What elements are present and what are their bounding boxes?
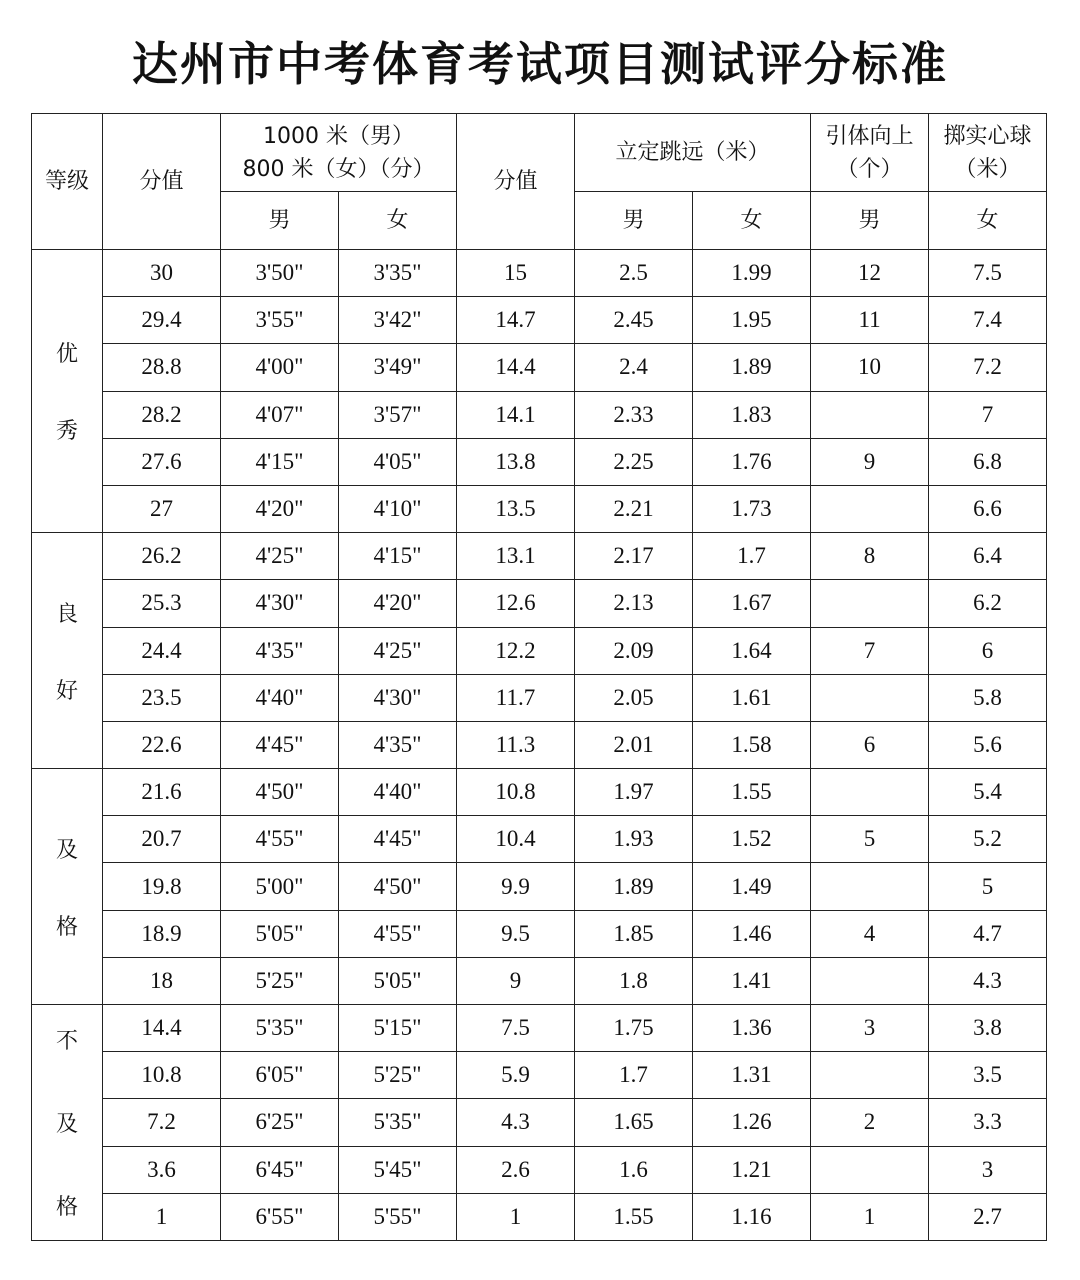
subheader-jump-female: 女 xyxy=(693,192,811,250)
grade-char: 秀 xyxy=(55,419,78,445)
cell-run-male: 4'40" xyxy=(221,674,339,721)
cell-score: 21.6 xyxy=(103,769,221,816)
cell-jump-male: 1.93 xyxy=(575,816,693,863)
cell-pullup-male: 12 xyxy=(811,250,929,297)
cell-score-2: 2.6 xyxy=(457,1146,575,1193)
cell-ball-female: 7 xyxy=(929,391,1047,438)
header-pullup-line2: （个） xyxy=(836,156,903,182)
cell-run-male: 6'55" xyxy=(221,1193,339,1240)
cell-run-female: 3'49" xyxy=(339,344,457,391)
cell-score-2: 13.5 xyxy=(457,485,575,532)
cell-score-2: 9.5 xyxy=(457,910,575,957)
grade-char: 格 xyxy=(55,914,78,940)
cell-run-female: 5'25" xyxy=(339,1052,457,1099)
table-row xyxy=(32,1099,1047,1146)
grade-label xyxy=(56,597,78,705)
cell-score-2: 4.3 xyxy=(457,1099,575,1146)
cell-ball-female: 5.6 xyxy=(929,721,1047,768)
cell-pullup-male: 7 xyxy=(811,627,929,674)
cell-pullup-male xyxy=(811,1146,929,1193)
table-row xyxy=(32,391,1047,438)
cell-pullup-male xyxy=(811,485,929,532)
cell-pullup-male: 4 xyxy=(811,910,929,957)
cell-jump-male: 1.75 xyxy=(575,1005,693,1052)
table-row xyxy=(32,674,1047,721)
cell-jump-female: 1.52 xyxy=(693,816,811,863)
cell-ball-female: 5.8 xyxy=(929,674,1047,721)
cell-run-male: 4'35" xyxy=(221,627,339,674)
grade-char: 及 xyxy=(55,1111,78,1137)
cell-ball-female: 6.4 xyxy=(929,533,1047,580)
cell-score: 28.8 xyxy=(103,344,221,391)
cell-ball-female: 4.7 xyxy=(929,910,1047,957)
cell-run-female: 5'45" xyxy=(339,1146,457,1193)
cell-ball-female: 3 xyxy=(929,1146,1047,1193)
cell-score-2: 12.2 xyxy=(457,627,575,674)
table-row xyxy=(32,344,1047,391)
cell-run-male: 6'25" xyxy=(221,1099,339,1146)
grade-cell xyxy=(32,533,103,769)
table-row xyxy=(32,250,1047,297)
cell-run-female: 4'50" xyxy=(339,863,457,910)
cell-score: 10.8 xyxy=(103,1052,221,1099)
cell-jump-male: 2.09 xyxy=(575,627,693,674)
cell-jump-female: 1.49 xyxy=(693,863,811,910)
cell-score: 30 xyxy=(103,250,221,297)
cell-score: 18 xyxy=(103,957,221,1004)
cell-ball-female: 6.6 xyxy=(929,485,1047,532)
grade-char: 良 xyxy=(55,601,78,627)
cell-run-female: 4'05" xyxy=(339,438,457,485)
subheader-pullup-male: 男 xyxy=(811,192,929,250)
header-grade: 等级 xyxy=(32,114,103,250)
cell-run-female: 3'42" xyxy=(339,297,457,344)
cell-run-male: 4'55" xyxy=(221,816,339,863)
cell-score: 28.2 xyxy=(103,391,221,438)
cell-ball-female: 7.5 xyxy=(929,250,1047,297)
table-row xyxy=(32,1193,1047,1240)
cell-pullup-male: 9 xyxy=(811,438,929,485)
scoring-table xyxy=(31,113,1047,1241)
cell-run-male: 4'45" xyxy=(221,721,339,768)
header-score: 分值 xyxy=(103,114,221,250)
cell-ball-female: 2.7 xyxy=(929,1193,1047,1240)
cell-ball-female: 5.2 xyxy=(929,816,1047,863)
table-row xyxy=(32,533,1047,580)
cell-score: 3.6 xyxy=(103,1146,221,1193)
cell-run-male: 5'00" xyxy=(221,863,339,910)
cell-jump-female: 1.36 xyxy=(693,1005,811,1052)
cell-jump-male: 1.97 xyxy=(575,769,693,816)
cell-jump-male: 2.25 xyxy=(575,438,693,485)
cell-pullup-male xyxy=(811,769,929,816)
cell-run-male: 4'00" xyxy=(221,344,339,391)
cell-jump-female: 1.26 xyxy=(693,1099,811,1146)
cell-pullup-male: 5 xyxy=(811,816,929,863)
cell-run-male: 5'35" xyxy=(221,1005,339,1052)
cell-score: 25.3 xyxy=(103,580,221,627)
grade-char: 格 xyxy=(55,1194,78,1220)
header-run-line1: 1000 米（男） xyxy=(263,123,414,149)
cell-score-2: 7.5 xyxy=(457,1005,575,1052)
cell-score-2: 11.7 xyxy=(457,674,575,721)
grade-char: 优 xyxy=(55,342,78,368)
cell-pullup-male xyxy=(811,1052,929,1099)
header-ball xyxy=(929,114,1047,192)
cell-score-2: 5.9 xyxy=(457,1052,575,1099)
cell-pullup-male xyxy=(811,863,929,910)
cell-score-2: 9.9 xyxy=(457,863,575,910)
grade-label xyxy=(56,1024,78,1221)
cell-pullup-male: 11 xyxy=(811,297,929,344)
header-ball-line2: （米） xyxy=(954,156,1021,182)
cell-pullup-male: 10 xyxy=(811,344,929,391)
cell-jump-female: 1.73 xyxy=(693,485,811,532)
cell-pullup-male: 3 xyxy=(811,1005,929,1052)
subheader-jump-male: 男 xyxy=(575,192,693,250)
table-row xyxy=(32,1146,1047,1193)
cell-run-female: 4'10" xyxy=(339,485,457,532)
cell-score-2: 10.4 xyxy=(457,816,575,863)
cell-score: 18.9 xyxy=(103,910,221,957)
cell-score: 24.4 xyxy=(103,627,221,674)
cell-run-female: 4'25" xyxy=(339,627,457,674)
cell-run-male: 3'55" xyxy=(221,297,339,344)
cell-jump-male: 2.21 xyxy=(575,485,693,532)
cell-score-2: 14.7 xyxy=(457,297,575,344)
header-pullup-line1: 引体向上 xyxy=(825,123,914,149)
cell-jump-male: 2.33 xyxy=(575,391,693,438)
cell-ball-female: 7.4 xyxy=(929,297,1047,344)
cell-jump-male: 2.45 xyxy=(575,297,693,344)
cell-score: 22.6 xyxy=(103,721,221,768)
cell-jump-female: 1.46 xyxy=(693,910,811,957)
cell-score-2: 9 xyxy=(457,957,575,1004)
header-run xyxy=(221,114,457,192)
cell-run-male: 5'25" xyxy=(221,957,339,1004)
cell-jump-female: 1.58 xyxy=(693,721,811,768)
cell-jump-female: 1.99 xyxy=(693,250,811,297)
cell-jump-male: 2.5 xyxy=(575,250,693,297)
cell-jump-female: 1.31 xyxy=(693,1052,811,1099)
table-row xyxy=(32,910,1047,957)
cell-run-male: 6'05" xyxy=(221,1052,339,1099)
cell-jump-female: 1.83 xyxy=(693,391,811,438)
cell-score-2: 10.8 xyxy=(457,769,575,816)
grade-char: 好 xyxy=(55,678,78,704)
cell-run-female: 5'55" xyxy=(339,1193,457,1240)
subheader-run-female: 女 xyxy=(339,192,457,250)
table-row xyxy=(32,863,1047,910)
table-row xyxy=(32,627,1047,674)
table-row xyxy=(32,1052,1047,1099)
table-row xyxy=(32,580,1047,627)
cell-jump-male: 1.8 xyxy=(575,957,693,1004)
cell-ball-female: 5 xyxy=(929,863,1047,910)
cell-jump-female: 1.64 xyxy=(693,627,811,674)
table-row xyxy=(32,816,1047,863)
cell-run-female: 3'57" xyxy=(339,391,457,438)
grade-cell xyxy=(32,769,103,1005)
cell-run-female: 4'30" xyxy=(339,674,457,721)
cell-jump-male: 2.01 xyxy=(575,721,693,768)
cell-run-male: 4'50" xyxy=(221,769,339,816)
cell-jump-female: 1.16 xyxy=(693,1193,811,1240)
cell-score-2: 14.1 xyxy=(457,391,575,438)
cell-run-female: 4'15" xyxy=(339,533,457,580)
cell-jump-female: 1.95 xyxy=(693,297,811,344)
cell-jump-male: 1.7 xyxy=(575,1052,693,1099)
cell-jump-female: 1.89 xyxy=(693,344,811,391)
table-row xyxy=(32,721,1047,768)
cell-pullup-male: 6 xyxy=(811,721,929,768)
cell-score: 27 xyxy=(103,485,221,532)
cell-score-2: 1 xyxy=(457,1193,575,1240)
header-ball-line1: 掷实心球 xyxy=(943,123,1032,149)
cell-jump-female: 1.21 xyxy=(693,1146,811,1193)
grade-char: 不 xyxy=(55,1028,78,1054)
cell-score: 14.4 xyxy=(103,1005,221,1052)
cell-pullup-male: 1 xyxy=(811,1193,929,1240)
table-row xyxy=(32,297,1047,344)
cell-score: 1 xyxy=(103,1193,221,1240)
cell-run-female: 4'40" xyxy=(339,769,457,816)
cell-pullup-male xyxy=(811,674,929,721)
cell-run-male: 4'25" xyxy=(221,533,339,580)
cell-score: 26.2 xyxy=(103,533,221,580)
cell-pullup-male xyxy=(811,957,929,1004)
header-score-2: 分值 xyxy=(457,114,575,250)
cell-score-2: 13.1 xyxy=(457,533,575,580)
cell-run-male: 5'05" xyxy=(221,910,339,957)
cell-jump-male: 1.89 xyxy=(575,863,693,910)
grade-label xyxy=(56,337,78,445)
cell-ball-female: 6.2 xyxy=(929,580,1047,627)
cell-jump-female: 1.41 xyxy=(693,957,811,1004)
grade-label xyxy=(56,833,78,941)
cell-pullup-male: 2 xyxy=(811,1099,929,1146)
cell-score-2: 13.8 xyxy=(457,438,575,485)
cell-pullup-male: 8 xyxy=(811,533,929,580)
cell-run-female: 5'05" xyxy=(339,957,457,1004)
table-row xyxy=(32,769,1047,816)
subheader-run-male: 男 xyxy=(221,192,339,250)
header-jump: 立定跳远（米） xyxy=(575,114,811,192)
cell-jump-male: 2.4 xyxy=(575,344,693,391)
cell-run-female: 5'15" xyxy=(339,1005,457,1052)
table-row xyxy=(32,957,1047,1004)
cell-jump-male: 1.55 xyxy=(575,1193,693,1240)
cell-run-female: 4'45" xyxy=(339,816,457,863)
cell-score: 20.7 xyxy=(103,816,221,863)
cell-run-female: 3'35" xyxy=(339,250,457,297)
subheader-ball-female: 女 xyxy=(929,192,1047,250)
cell-score-2: 14.4 xyxy=(457,344,575,391)
cell-ball-female: 4.3 xyxy=(929,957,1047,1004)
cell-ball-female: 6 xyxy=(929,627,1047,674)
cell-run-male: 4'20" xyxy=(221,485,339,532)
cell-pullup-male xyxy=(811,580,929,627)
cell-score-2: 12.6 xyxy=(457,580,575,627)
table-row xyxy=(32,485,1047,532)
cell-jump-male: 1.6 xyxy=(575,1146,693,1193)
cell-ball-female: 3.5 xyxy=(929,1052,1047,1099)
cell-ball-female: 7.2 xyxy=(929,344,1047,391)
cell-score: 19.8 xyxy=(103,863,221,910)
cell-run-female: 4'55" xyxy=(339,910,457,957)
cell-jump-male: 2.17 xyxy=(575,533,693,580)
grade-cell xyxy=(32,1005,103,1241)
header-run-line2: 800 米（女）（分） xyxy=(242,156,435,182)
cell-jump-female: 1.55 xyxy=(693,769,811,816)
cell-jump-female: 1.67 xyxy=(693,580,811,627)
page-title: 达州市中考体育考试项目测试评分标准 xyxy=(132,37,948,91)
cell-score: 23.5 xyxy=(103,674,221,721)
cell-ball-female: 3.3 xyxy=(929,1099,1047,1146)
cell-ball-female: 5.4 xyxy=(929,769,1047,816)
table-row xyxy=(32,438,1047,485)
cell-jump-male: 1.85 xyxy=(575,910,693,957)
cell-jump-female: 1.7 xyxy=(693,533,811,580)
header-pullup xyxy=(811,114,929,192)
table-row xyxy=(32,1005,1047,1052)
cell-run-female: 5'35" xyxy=(339,1099,457,1146)
cell-jump-female: 1.76 xyxy=(693,438,811,485)
cell-run-female: 4'35" xyxy=(339,721,457,768)
cell-jump-female: 1.61 xyxy=(693,674,811,721)
cell-jump-male: 2.13 xyxy=(575,580,693,627)
grade-cell xyxy=(32,250,103,533)
cell-run-male: 3'50" xyxy=(221,250,339,297)
cell-jump-male: 1.65 xyxy=(575,1099,693,1146)
cell-score-2: 15 xyxy=(457,250,575,297)
table-body xyxy=(32,250,1047,1241)
cell-score-2: 11.3 xyxy=(457,721,575,768)
cell-score: 29.4 xyxy=(103,297,221,344)
cell-ball-female: 3.8 xyxy=(929,1005,1047,1052)
cell-ball-female: 6.8 xyxy=(929,438,1047,485)
cell-run-male: 4'07" xyxy=(221,391,339,438)
grade-char: 及 xyxy=(55,837,78,863)
cell-run-female: 4'20" xyxy=(339,580,457,627)
cell-run-male: 6'45" xyxy=(221,1146,339,1193)
cell-score: 27.6 xyxy=(103,438,221,485)
cell-run-male: 4'30" xyxy=(221,580,339,627)
cell-pullup-male xyxy=(811,391,929,438)
cell-jump-male: 2.05 xyxy=(575,674,693,721)
cell-run-male: 4'15" xyxy=(221,438,339,485)
cell-score: 7.2 xyxy=(103,1099,221,1146)
